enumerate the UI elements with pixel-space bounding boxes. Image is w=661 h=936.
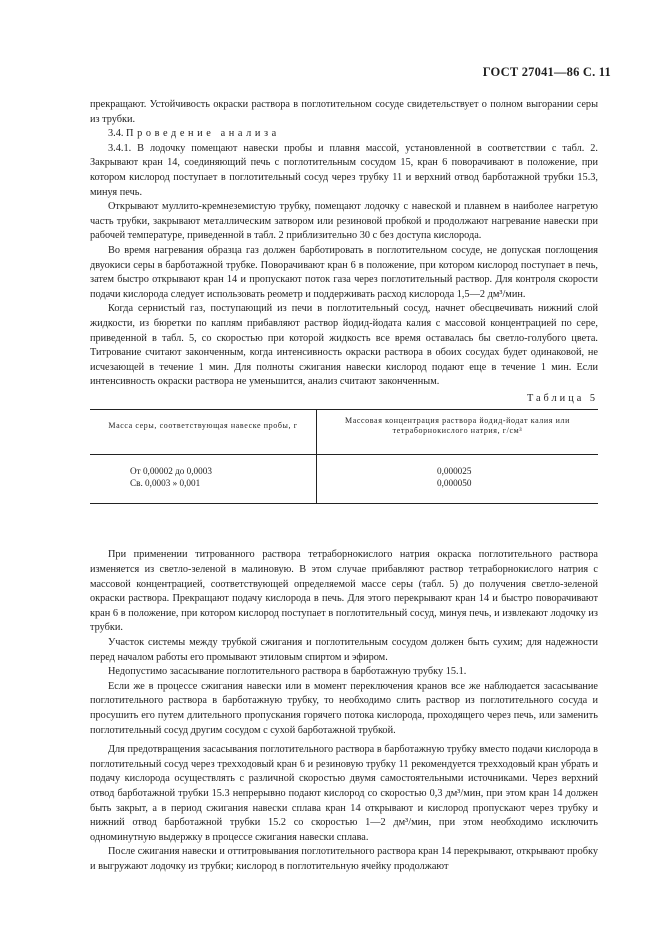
table-header-concentration: Массовая концентрация раствора йодид-йодат калия или тетраборнокислого натрия, г/см³ [317,410,599,455]
table-header-mass: Масса серы, соответствующая навеске пробы, г [90,410,317,455]
paragraph: Для предотвращения засасывания поглотительного раствора в барботажную трубку вместо подачи кислорода в поглотительный сосуд через трехходовый кран 6 и резиновую трубку 11 рекомендуется трехходовый кран убрать и подачу кислорода осуществлять с различной скоростью двумя самостоятельными источниками. Через верхний отвод барботажной трубки 15.3 непрерывно подают кислород со скоростью 0,3 дм³/мин, при этом кран 14 должен быть закрыт, а в период сжигания навески сплава кран 14 открывают и кислород пропускают через трубку и нижний отвод барботажной трубки 15.2 со скоростью 1—2 дм³/мин, при этом необходимо исключить одноминутную выдержку в процессе сжигания навески сплава. [90,744,598,843]
page-header: ГОСТ 27041—86 С. 11 [482,65,611,79]
table-cell-concentration: 0,000025 [437,466,472,477]
paragraph: После сжигания навески и оттитровывания поглотительного раствора кран 14 перекрывают, открывают пробку и выгружают лодочку из трубки; кислород в поглотительную ячейку продолжают [90,846,598,872]
paragraph: Если же в процессе сжигания навески или в момент переключения кранов все же наблюдается засасывание поглотительного раствора в барботажную трубку, то необходимо слить раствор из поглотительного сосуда и просушить его путем длительного пропускания горячего потока кислорода, проходящего через печь, или заменить поглотительный сосуд другим сосудом с сухой барботажной трубкой. [90,680,598,736]
table-cell-mass: От 0,00002 до 0,0003 [90,455,317,478]
table-cell-mass: Св. 0,0003 » 0,001 [90,477,317,504]
paragraph: Во время нагревания образца газ должен барботировать в поглотительном сосуде, не допуская поглощения двуокиси серы в барботажной трубке. Поворачивают кран 6 в положение, при котором кислород поступает в печь, затем быстро открывают кран 14 и пропускают поток газа через поглотительный раствор. Для контроля скорости подачи кислорода следует использовать реометр и поддерживать расход кислорода 1,5—2 дм³/мин. [90,244,598,300]
table-row [90,477,598,504]
document-body [90,98,598,875]
paragraph: прекращают. Устойчивость окраски раствора в поглотительном сосуде свидетельствует о полном выгорании серы из трубки. [90,99,598,125]
paragraph: Когда сернистый газ, поступающий из печи в поглотительный сосуд, начнет обесцвечивать нижний слой жидкости, из бюретки по каплям прибавляют раствор йодид-йодата калия с массовой концентрацией по сере, приведенной в табл. 5, со скоростью при которой жидкость все время оставалась бы светло-голубого цвета. Титрование считают законченным, когда интенсивность окраски раствора в обоих сосудах будет одинаковой, не исчезающей в течение 1 мин. Для полноты сжигания навески кислород подают еще в течение 1 мин. Если интенсивность окраски раствора не уменьшится, анализ считают законченным. [90,303,598,388]
paragraph: Участок системы между трубкой сжигания и поглотительным сосудом должен быть сухим; для надежности перед началом работы его промывают этиловым спиртом и эфиром. [90,637,598,663]
section-heading [90,127,598,142]
data-table [90,409,598,504]
paragraph: Открывают муллито-кремнеземистую трубку, помещают лодочку с навеской и плавнем в наиболее нагретую часть трубки, закрывают металлическим затвором или резиновой пробкой и продолжают нагревание навески при рабочей температуре, приведенной в табл. 2 приблизительно 30 с без доступа кислорода. [90,201,598,242]
section-title: Проведение анализа [126,128,280,140]
paragraph: При применении титрованного раствора тетраборнокислого натрия окраска поглотительного раствора изменяется из светло-зеленой в малиновую. В этом случае прибавляют раствор тетраборнокислого натрия с массовой концентрацией, соответствующей определяемой массе серы (табл. 5) до получения светло-зеленой окраски раствора. Прекращают подачу кислорода в печь. Для этого перекрывают кран 14 и быстро поворачивают кран 6 в положение, при котором кислород поступает в поглотительный сосуд, минуя печь, и извлекают лодочку из трубки. [90,549,598,634]
paragraph: 3.4.1. В лодочку помещают навески пробы и плавня массой, установленной в соответствии с табл. 2. Закрывают кран 14, соединяющий печь с поглотительным сосудом 15, кран 6 поворачивают в положение, при котором кислород поступает в поглотительный сосуд через трубку 11 и верхний отвод барботажной трубки 15.3, минуя печь. [90,142,598,198]
table-title: Таблица 5 [526,392,598,404]
paragraph: Недопустимо засасывание поглотительного раствора в барботажную трубку 15.1. [108,666,467,678]
table-cell-concentration: 0,000050 [437,478,472,489]
section-number: 3.4. [108,128,124,140]
table-row [90,455,598,478]
